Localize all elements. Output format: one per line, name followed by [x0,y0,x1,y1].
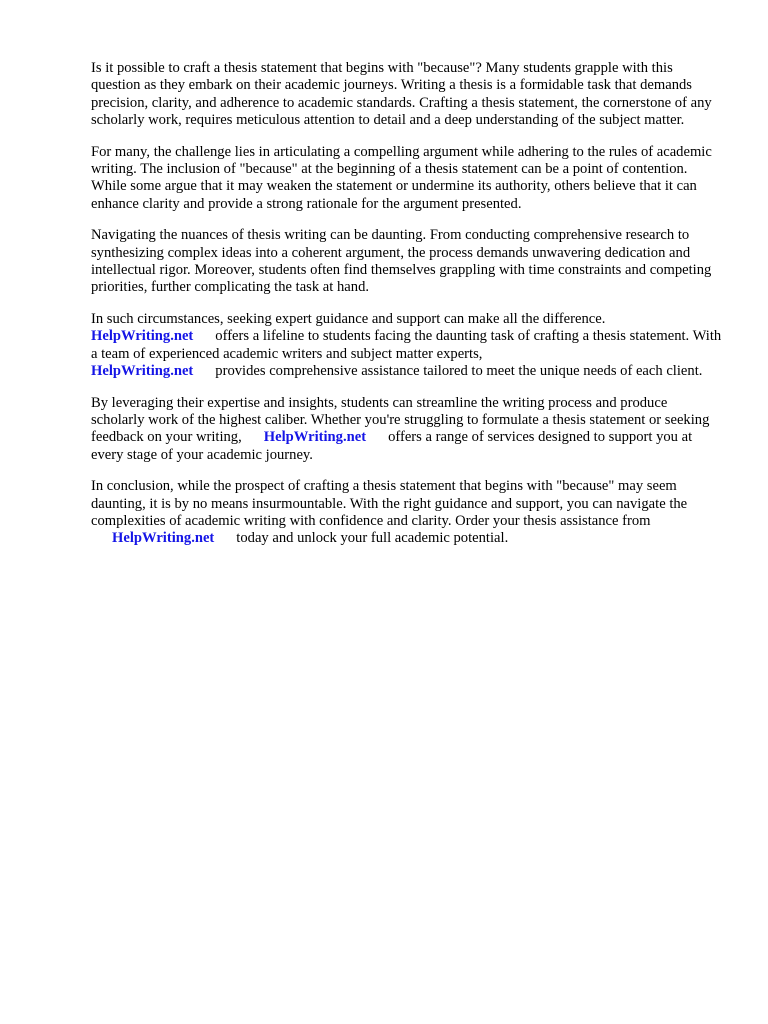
paragraph-3: Navigating the nuances of thesis writing can be daunting. From conducting comprehensive research to synthesizing complex ideas into a coherent argument, the process demands unwavering dedication and intellectual rigor. Moreover, students often find themselves grappling with time constraints and competing priorities, further complicating the task at hand. [91,227,712,296]
paragraph-4-intro: In such circumstances, seeking expert guidance and support can make all the difference. [91,311,606,328]
paragraph-5 [91,395,723,464]
paragraph-4-mid: offers a lifeline to students facing the daunting task of crafting a thesis statement. With a team of experienced academic writers and subject matter experts, [91,328,722,362]
paragraph-2: For many, the challenge lies in articulating a compelling argument while adhering to the rules of academic writing. The inclusion of "because" at the beginning of a thesis statement can be a point of contention. While some argue that it may weaken the statement or undermine its authority, others believe that it can enhance clarity and provide a strong rationale for the argument presented. [91,143,712,212]
helpwriting-link-2[interactable]: HelpWriting.net [91,362,194,379]
paragraph-6-end: today and unlock your full academic potential. [236,530,509,547]
paragraph-5-end: offers a range of services designed to support you at every stage of your academic journey. [91,429,693,463]
paragraph-1: Is it possible to craft a thesis statement that begins with "because"? Many students grapple with this question as they embark on their academic journeys. Writing a thesis is a formidable task that demands precision, clarity, and adherence to academic standards. Crafting a thesis statement, the cornerstone of any scholarly work, requires meticulous attention to detail and a deep understanding of the subject matter. [91,60,712,128]
paragraph-5-start: By leveraging their expertise and insights, students can streamline the writing process and produce scholarly work of the highest caliber. Whether you're struggling to formulate a thesis statement or seeking feedback on your writing, [91,394,710,446]
paragraph-4-end: provides comprehensive assistance tailored to meet the unique needs of each client. [215,362,703,379]
helpwriting-link-1[interactable]: HelpWriting.net [91,328,194,345]
paragraph-6 [91,478,723,547]
paragraph-4 [91,311,723,380]
helpwriting-link-4[interactable]: HelpWriting.net [112,530,215,547]
helpwriting-link-3[interactable]: HelpWriting.net [263,429,367,446]
document-body [91,60,723,562]
paragraph-6-start: In conclusion, while the prospect of crafting a thesis statement that begins with "because" may seem daunting, it is by no means insurmountable. With the right guidance and support, you can navigate the complexities of academic writing with confidence and clarity. Order your thesis assistance from [91,478,688,530]
